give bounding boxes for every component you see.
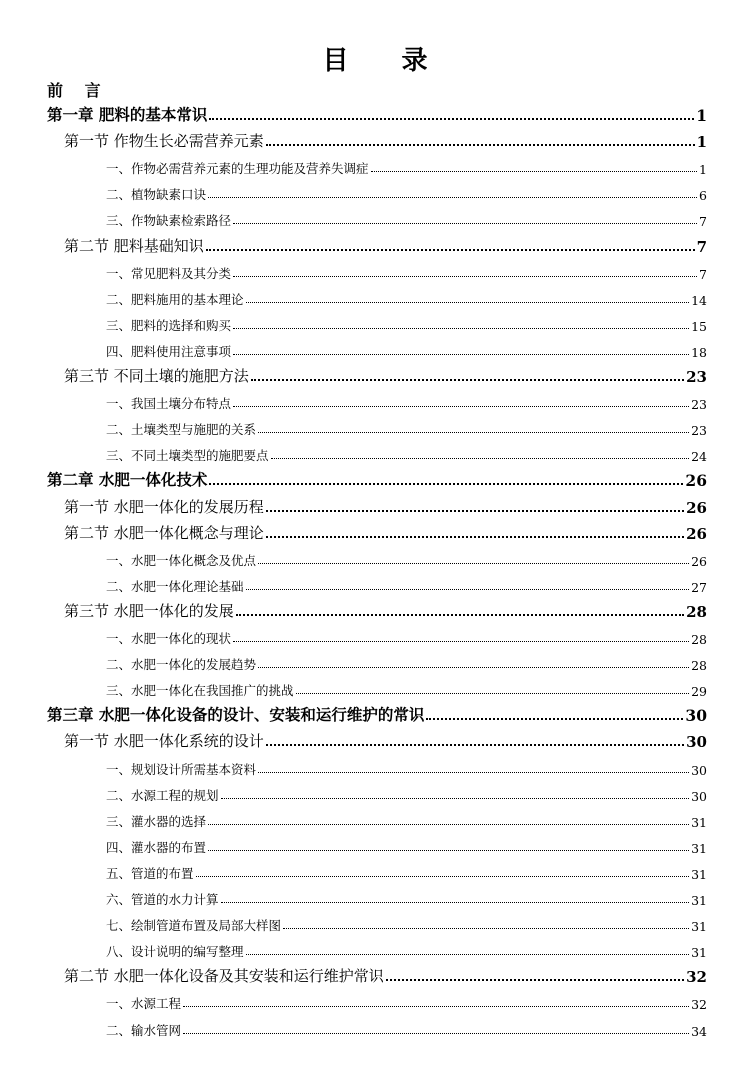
- toc-entry-title: 第二章 水肥一体化技术: [47, 470, 208, 490]
- toc-subsection[interactable]: [106, 286, 707, 308]
- dot-leader: [233, 328, 689, 329]
- toc-subsection[interactable]: [106, 181, 707, 203]
- toc-entry-title: 六、管道的水力计算: [106, 892, 219, 907]
- dot-leader: [266, 510, 684, 512]
- toc-subsection[interactable]: [106, 155, 707, 177]
- toc-page-number: 7: [699, 214, 707, 230]
- toc-section[interactable]: [64, 364, 707, 386]
- toc-entry-title: 三、水肥一体化在我国推广的挑战: [106, 683, 294, 699]
- toc-entry-title: 三、作物缺素检索路径: [106, 213, 232, 229]
- toc-page-number: 23: [691, 397, 707, 413]
- toc-section[interactable]: [64, 495, 707, 517]
- toc-subsection[interactable]: [106, 808, 707, 830]
- dot-leader: [233, 406, 689, 407]
- toc-subsection[interactable]: [106, 312, 707, 334]
- toc-entry-title: 二、土壤类型与施肥的关系: [106, 422, 257, 438]
- toc-page-number: 26: [686, 524, 707, 543]
- dot-leader: [233, 223, 697, 224]
- toc-page-number: 14: [691, 292, 707, 308]
- toc-chapter[interactable]: [47, 103, 707, 125]
- toc-page-number: 34: [691, 1023, 707, 1039]
- toc-page-number: 28: [691, 658, 707, 674]
- toc-chapter[interactable]: [47, 468, 707, 490]
- toc-page-number: 26: [691, 553, 707, 569]
- toc-page-number: 32: [686, 968, 707, 987]
- toc-page-number: 1: [699, 162, 707, 178]
- dot-leader: [266, 536, 684, 538]
- toc-entry-title: 第一节 水肥一体化的发展历程: [64, 497, 264, 516]
- toc-page-number: 30: [691, 788, 707, 804]
- toc-entry-title: 第二节 肥料基础知识: [64, 236, 204, 255]
- dot-leader: [208, 850, 689, 851]
- toc-entry-title: 二、水源工程的规划: [106, 787, 219, 803]
- toc-page-number: 7: [699, 266, 707, 282]
- dot-leader: [283, 928, 689, 929]
- toc-section[interactable]: [64, 129, 707, 151]
- dot-leader: [209, 483, 683, 485]
- toc-entry-title: 第三章 水肥一体化设备的设计、安装和运行维护的常识: [47, 705, 425, 725]
- toc-page-number: 31: [691, 919, 707, 935]
- toc-entry-title: 八、设计说明的编写整理: [106, 944, 244, 960]
- toc-subsection[interactable]: [106, 782, 707, 804]
- toc-entry-title: 三、不同土壤类型的施肥要点: [106, 448, 269, 464]
- toc-entry-title: 第三节 不同土壤的施肥方法: [64, 367, 249, 385]
- dot-leader: [236, 614, 684, 616]
- toc-page-number: 31: [691, 814, 707, 830]
- toc-subsection[interactable]: [106, 338, 707, 360]
- toc-entry-title: 第一节 作物生长必需营养元素: [64, 132, 264, 151]
- toc-subsection[interactable]: [106, 651, 707, 673]
- toc-page-number: 7: [696, 237, 707, 256]
- dot-leader: [266, 144, 695, 146]
- dot-leader: [246, 954, 690, 955]
- toc-entry-title: 三、肥料的选择和购买: [106, 317, 232, 333]
- toc-entry-title: 一、水肥一体化概念及优点: [106, 552, 257, 568]
- toc-page-number: 30: [691, 762, 707, 778]
- toc-page-number: 1: [696, 106, 707, 125]
- dot-leader: [209, 118, 694, 120]
- dot-leader: [426, 718, 683, 720]
- toc-subsection[interactable]: [106, 207, 707, 229]
- toc-entry-title: 二、植物缺素口诀: [106, 187, 207, 203]
- dot-leader: [258, 432, 689, 433]
- toc-page-number: 28: [691, 632, 707, 647]
- toc-entry-title: 二、水肥一体化的发展趋势: [106, 657, 257, 673]
- toc-page-number: 18: [691, 344, 707, 360]
- toc-entry-title: 第一节 水肥一体化系统的设计: [64, 732, 264, 751]
- toc-page-number: 23: [686, 368, 707, 386]
- toc-entry-title: 第三节 水肥一体化的发展: [64, 601, 234, 620]
- dot-leader: [246, 302, 690, 303]
- toc-page-number: 30: [686, 733, 707, 752]
- toc-page-number: 23: [691, 423, 707, 439]
- dot-leader: [221, 902, 690, 903]
- toc-section[interactable]: [64, 964, 707, 986]
- toc-page-number: 24: [691, 449, 707, 465]
- toc-entry-title: 五、管道的布置: [106, 865, 194, 881]
- dot-leader: [251, 379, 684, 381]
- toc-entry-title: 一、我国土壤分布特点: [106, 396, 232, 412]
- toc-page-number: 15: [691, 318, 707, 334]
- toc-section[interactable]: [64, 234, 707, 256]
- dot-leader: [196, 876, 690, 877]
- toc-entry-title: 一、水肥一体化的现状: [106, 631, 232, 646]
- toc-subsection[interactable]: [106, 990, 707, 1012]
- toc-subsection[interactable]: [106, 834, 707, 856]
- page-title: 目 录: [322, 46, 450, 76]
- toc-entry-title: 二、水肥一体化理论基础: [106, 578, 244, 594]
- toc-entry-title: 一、常见肥料及其分类: [106, 265, 232, 281]
- toc-subsection[interactable]: [106, 573, 707, 595]
- toc-page-number: 29: [691, 684, 707, 700]
- toc-subsection[interactable]: [106, 416, 707, 438]
- dot-leader: [258, 563, 689, 564]
- foreword-heading: 前 言: [47, 81, 109, 100]
- toc-subsection[interactable]: [106, 1017, 707, 1039]
- toc-subsection[interactable]: [106, 625, 707, 647]
- toc-subsection[interactable]: [106, 912, 707, 934]
- dot-leader: [233, 641, 689, 642]
- toc-section[interactable]: [64, 599, 707, 621]
- toc-entry-title: 第一章 肥料的基本常识: [47, 105, 208, 124]
- dot-leader: [258, 772, 689, 773]
- toc-page-number: 1: [696, 133, 707, 152]
- toc-entry-title: 一、作物必需营养元素的生理功能及营养失调症: [106, 161, 369, 177]
- toc-page-number: 6: [699, 188, 707, 204]
- toc-page-number: 31: [691, 866, 707, 882]
- toc-page-number: 31: [691, 945, 707, 961]
- dot-leader: [266, 744, 684, 746]
- dot-leader: [208, 197, 697, 198]
- toc-subsection[interactable]: [106, 756, 707, 778]
- dot-leader: [233, 354, 689, 355]
- toc-page-number: 28: [686, 602, 707, 621]
- toc-page-number: 31: [691, 893, 707, 908]
- toc-entry-title: 第二节 水肥一体化概念与理论: [64, 523, 264, 542]
- toc-entry-title: 二、输水管网: [106, 1022, 182, 1038]
- dot-leader: [206, 249, 695, 251]
- toc-section[interactable]: [64, 729, 707, 751]
- dot-leader: [233, 276, 697, 277]
- toc-subsection[interactable]: [106, 886, 707, 908]
- dot-leader: [386, 979, 684, 981]
- dot-leader: [183, 1033, 689, 1034]
- dot-leader: [246, 589, 690, 590]
- dot-leader: [183, 1006, 689, 1007]
- toc-page-number: 32: [691, 997, 707, 1013]
- dot-leader: [296, 693, 690, 694]
- toc-page-number: 26: [686, 498, 707, 517]
- toc-entry-title: 二、肥料施用的基本理论: [106, 291, 244, 307]
- toc-chapter[interactable]: [47, 703, 707, 725]
- toc-page-number: 30: [685, 706, 707, 726]
- toc-entry-title: 四、肥料使用注意事项: [106, 343, 232, 359]
- toc-section[interactable]: [64, 521, 707, 543]
- toc-entry-title: 一、规划设计所需基本资料: [106, 761, 257, 777]
- dot-leader: [258, 667, 689, 668]
- dot-leader: [221, 798, 690, 799]
- dot-leader: [371, 171, 698, 172]
- toc-subsection[interactable]: [106, 390, 707, 412]
- toc-entry-title: 第二节 水肥一体化设备及其安装和运行维护常识: [64, 967, 384, 986]
- toc-subsection[interactable]: [106, 938, 707, 960]
- toc-subsection[interactable]: [106, 860, 707, 882]
- dot-leader: [208, 824, 689, 825]
- toc-subsection[interactable]: [106, 442, 707, 464]
- toc-page-number: 27: [691, 579, 707, 595]
- toc-entry-title: 一、水源工程: [106, 996, 182, 1012]
- toc-page-number: 26: [685, 471, 707, 491]
- toc-entry-title: 四、灌水器的布置: [106, 839, 207, 855]
- toc-subsection[interactable]: [106, 260, 707, 282]
- toc-subsection[interactable]: [106, 547, 707, 569]
- toc-page-number: 31: [691, 840, 707, 856]
- toc-subsection[interactable]: [106, 677, 707, 699]
- toc-entry-title: 三、灌水器的选择: [106, 813, 207, 829]
- toc-entry-title: 七、绘制管道布置及局部大样图: [106, 918, 282, 934]
- dot-leader: [271, 458, 690, 459]
